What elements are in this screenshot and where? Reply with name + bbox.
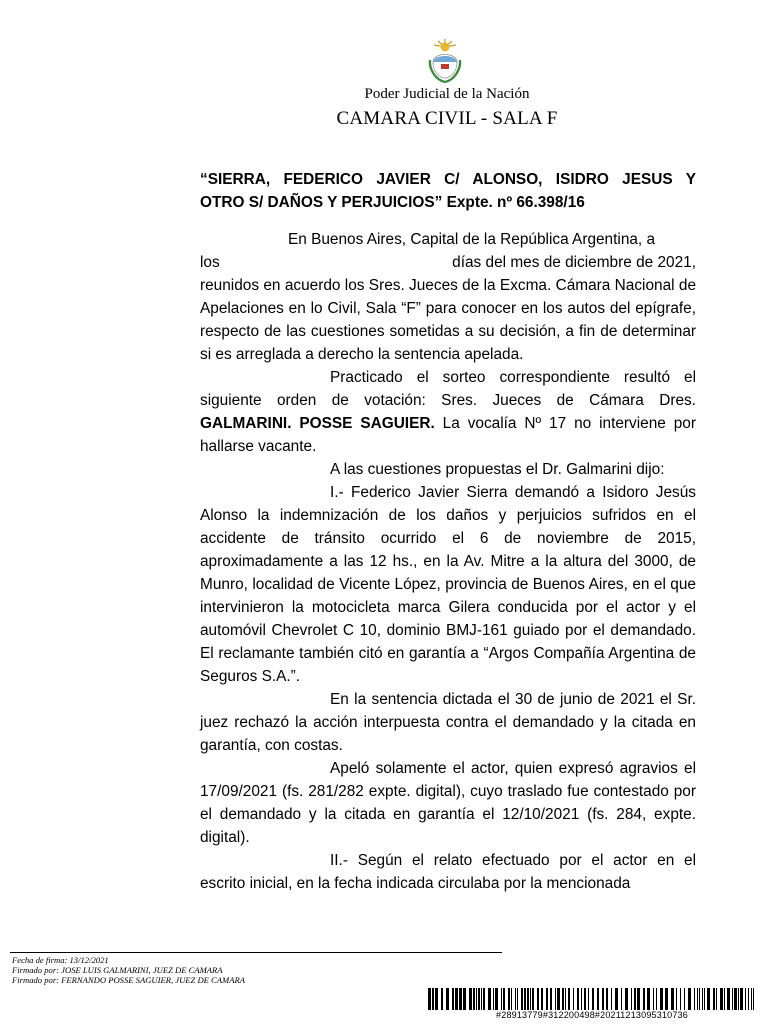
chamber-name: CAMARA CIVIL - SALA F: [336, 108, 558, 129]
paragraph-sorteo: [200, 366, 696, 458]
argentina-coat-of-arms-icon: [428, 38, 462, 84]
signer-1: Firmado por: JOSE LUIS GALMARINI, JUEZ DE CAMARA: [12, 965, 223, 975]
paragraph-section-2: II.- Según el relato efectuado por el actor en el escrito inicial, en la fecha indicada circulaba por la mencionada: [200, 852, 696, 892]
institution-name: Poder Judicial de la Nación: [364, 86, 530, 102]
signer-2: Firmado por: FERNANDO POSSE SAGUIER, JUEZ DE CAMARA: [12, 975, 245, 985]
date-text: días del mes de diciembre de 2021,: [452, 254, 696, 271]
barcode-icon: [428, 988, 756, 1010]
paragraph-opening: En Buenos Aires, Capital de la República Argentina, a: [288, 231, 656, 248]
paragraph-apelacion: Apeló solamente el actor, quien expresó agravios el 17/09/2021 (fs. 281/282 expte. digital), cuyo traslado fue contestado por el demandado y la citada en garantía el 12/10/2021 (fs. 284, expte. digital).: [200, 760, 696, 846]
signature-date: Fecha de firma: 13/12/2021: [12, 955, 109, 965]
sorteo-text: Practicado el sorteo correspondiente resultó el siguiente orden de votación: Sres. Jueces de Cámara Dres.: [200, 369, 696, 409]
vocalia-text: La vocalía Nº 17 no interviene por hallarse vacante.: [200, 415, 696, 455]
paragraph-opening-date: [200, 251, 696, 274]
paragraph-galmarini: A las cuestiones propuestas el Dr. Galmarini dijo:: [330, 461, 665, 478]
case-caption: [200, 168, 696, 214]
barcode-number: #28913779#312200498#20211213095310736: [496, 1010, 688, 1020]
judges-names: GALMARINI. POSSE SAGUIER.: [200, 415, 435, 432]
caption-line-1: “SIERRA, FEDERICO JAVIER C/ ALONSO, ISIDRO JESUS Y: [200, 171, 696, 188]
document-body: [200, 168, 696, 895]
caption-line-2: OTRO S/ DAÑOS Y PERJUICIOS” Expte. nº 66.398/16: [200, 194, 585, 211]
footer-divider: [10, 952, 502, 953]
paragraph-section-1: I.- Federico Javier Sierra demandó a Isidoro Jesús Alonso la indemnización de los daños y perjuicios sufridos en el accidente de tránsito ocurrido el 6 de noviembre de 2015, aproximadamente a las 12 hs., en la Av. Mitre a la altura del 3000, de Munro, localidad de Vicente López, provincia de Buenos Aires, en el que intervinieron la motocicleta marca Gilera conducida por el actor y el automóvil Chevrolet C 10, dominio BMJ-161 guiado por el demandado. El reclamante también citó en garantía a “Argos Compañía Argentina de Seguros S.A.”.: [200, 484, 696, 685]
los-word: los: [200, 254, 220, 271]
paragraph-sentencia: En la sentencia dictada el 30 de junio de 2021 el Sr. juez rechazó la acción interpuesta contra el demandado y la citada en garantía, con costas.: [200, 691, 696, 754]
paragraph-opening-cont: reunidos en acuerdo los Sres. Jueces de la Excma. Cámara Nacional de Apelaciones en lo Civil, Sala “F” para conocer en los autos del epígrafe, respecto de las cuestiones sometidas a su decisión, a fin de determinar si es arreglada a derecho la sentencia apelada.: [200, 277, 696, 363]
